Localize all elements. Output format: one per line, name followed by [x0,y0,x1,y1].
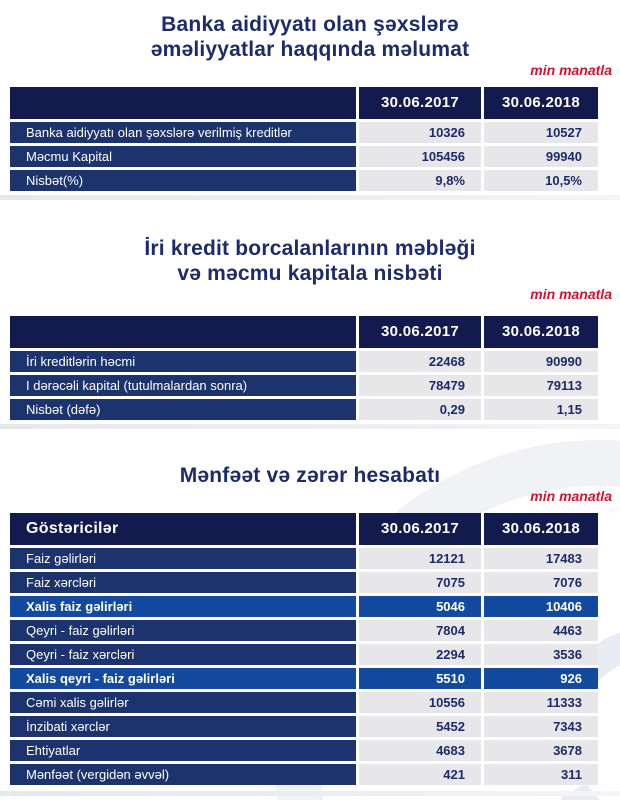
column-header-2017: 30.06.2017 [359,87,481,119]
value-2018: 4463 [484,620,598,641]
section-title-line1: İri kredit borcalanlarının məbləği [144,237,476,260]
value-2017: 10326 [359,122,481,143]
value-2018: 3678 [484,740,598,761]
value-2017: 4683 [359,740,481,761]
value-2018: 90990 [484,351,598,372]
value-2018: 10406 [484,596,598,617]
row-label: I dərəcəli kapital (tutulmalardan sonra) [10,375,356,396]
table-row [10,668,598,689]
value-2017: 7804 [359,620,481,641]
value-2018: 10,5% [484,170,598,191]
table-shadow-strip [0,424,620,429]
row-label: Banka aidiyyatı olan şəxslərə verilmiş kreditlər [10,122,356,143]
row-label: Faiz gəlirləri [10,548,356,569]
value-2017: 22468 [359,351,481,372]
value-2017: 421 [359,764,481,785]
row-label: Qeyri - faiz xərcləri [10,644,356,665]
row-label: Xalis qeyri - faiz gəlirləri [10,668,356,689]
table-row [10,572,598,593]
table-row [10,596,598,617]
row-label: İri kreditlərin həcmi [10,351,356,372]
value-2018: 7076 [484,572,598,593]
section-title [0,12,620,62]
column-header-2018: 30.06.2018 [484,316,598,348]
value-2018: 1,15 [484,399,598,420]
value-2018: 7343 [484,716,598,737]
table-related-party-loans [10,87,598,191]
row-label: İnzibati xərclər [10,716,356,737]
value-2018: 3536 [484,644,598,665]
value-2017: 0,29 [359,399,481,420]
table-row [10,692,598,713]
column-header-2017: 30.06.2017 [359,513,481,545]
table-row [10,122,598,143]
table-profit-loss [10,513,598,785]
value-2018: 926 [484,668,598,689]
row-label: Xalis faiz gəlirləri [10,596,356,617]
column-header-row [10,316,598,348]
table-row [10,170,598,191]
value-2017: 12121 [359,548,481,569]
table-row [10,351,598,372]
section-title-line1: Mənfəət və zərər hesabatı [179,464,441,487]
column-header-label [10,87,356,119]
value-2017: 105456 [359,146,481,167]
value-2017: 5046 [359,596,481,617]
table-row [10,740,598,761]
column-header-row [10,513,598,545]
value-2017: 5510 [359,668,481,689]
value-2018: 99940 [484,146,598,167]
unit-label: min manatla [530,286,612,302]
table-row [10,146,598,167]
row-label: Nisbət(%) [10,170,356,191]
unit-label: min manatla [530,488,612,504]
value-2017: 7075 [359,572,481,593]
table-shadow-strip [0,195,620,200]
section-large-credits [0,236,620,429]
table-row [10,764,598,785]
table-row [10,644,598,665]
column-header-row [10,87,598,119]
table-row [10,375,598,396]
column-header-label: Göstəricilər [10,513,356,545]
column-header-label [10,316,356,348]
value-2018: 79113 [484,375,598,396]
value-2017: 10556 [359,692,481,713]
column-header-2018: 30.06.2018 [484,513,598,545]
table-row [10,399,598,420]
value-2018: 17483 [484,548,598,569]
value-2018: 311 [484,764,598,785]
table-row [10,716,598,737]
section-title-line1: Banka aidiyyatı olan şəxslərə [161,13,459,36]
section-profit-loss [0,463,620,796]
row-label: Məcmu Kapital [10,146,356,167]
row-label: Qeyri - faiz gəlirləri [10,620,356,641]
row-label: Nisbət (dəfə) [10,399,356,420]
section-related-party-loans [0,12,620,200]
value-2018: 10527 [484,122,598,143]
value-2017: 78479 [359,375,481,396]
table-large-credits [10,316,598,420]
row-label: Ehtiyatlar [10,740,356,761]
row-label: Mənfəət (vergidən əvvəl) [10,764,356,785]
value-2017: 5452 [359,716,481,737]
row-label: Cəmi xalis gəlirlər [10,692,356,713]
row-label: Faiz xərcləri [10,572,356,593]
unit-label: min manatla [530,62,612,78]
table-row [10,548,598,569]
section-title-line2: və məcmu kapitala nisbəti [177,262,443,285]
value-2017: 2294 [359,644,481,665]
column-header-2018: 30.06.2018 [484,87,598,119]
table-row [10,620,598,641]
section-title-line2: əməliyyatlar haqqında məlumat [150,38,470,61]
value-2018: 11333 [484,692,598,713]
value-2017: 9,8% [359,170,481,191]
section-title [0,463,620,488]
section-title [0,236,620,286]
table-shadow-strip [0,791,620,796]
column-header-2017: 30.06.2017 [359,316,481,348]
